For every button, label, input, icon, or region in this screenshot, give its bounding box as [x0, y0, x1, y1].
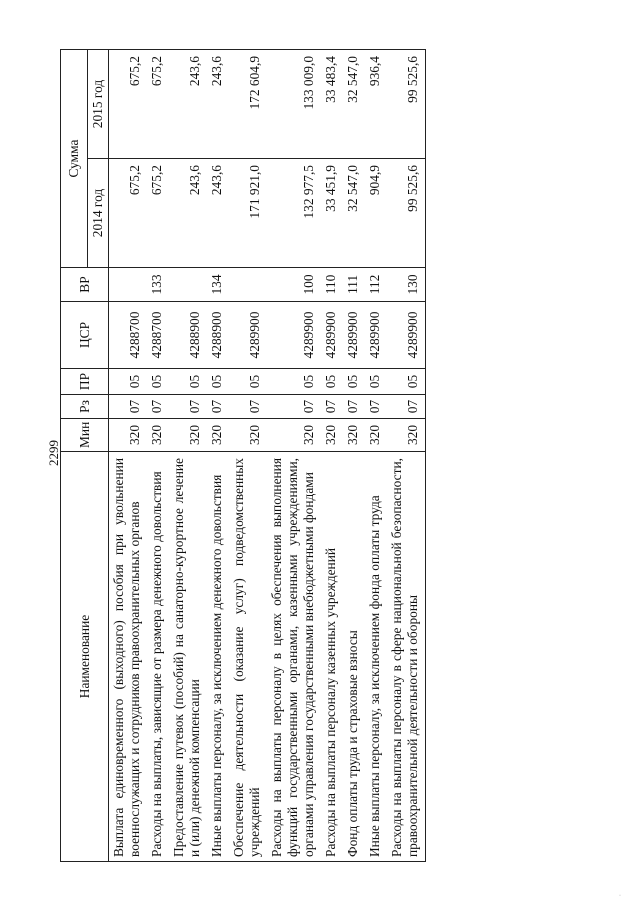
- table-row: [109, 49, 148, 861]
- row-pr: 05: [343, 369, 365, 395]
- row-name: Фонд оплаты труда и страховые взносы: [343, 452, 365, 862]
- row-sum-2014: 132 977,5: [267, 159, 321, 268]
- row-sum-2015: 936,4: [365, 49, 387, 158]
- row-rz: 07: [169, 395, 207, 419]
- row-name: Выплата единовременного (выходного) пособия при увольнении военнослужащих и сотрудников правоохранительных органов: [109, 452, 148, 862]
- row-sum-2015: 172 604,9: [229, 49, 267, 158]
- row-min: 320: [267, 419, 321, 452]
- row-pr: 05: [387, 369, 426, 395]
- row-pr: 05: [207, 369, 229, 395]
- row-vr: 134: [207, 268, 229, 302]
- row-name: Иные выплаты персоналу, за исключением фонда оплаты труда: [365, 452, 387, 862]
- table-body: [109, 49, 426, 861]
- row-pr: 05: [147, 369, 169, 395]
- table-row: [387, 49, 426, 861]
- table-header: [61, 49, 109, 861]
- row-vr: [229, 268, 267, 302]
- row-pr: 05: [169, 369, 207, 395]
- row-csr: 4288700: [109, 302, 148, 369]
- table-row: [169, 49, 207, 861]
- header-vr: ВР: [61, 268, 109, 302]
- row-vr: 112: [365, 268, 387, 302]
- row-min: 320: [109, 419, 148, 452]
- row-vr: 100: [267, 268, 321, 302]
- row-min: 320: [387, 419, 426, 452]
- row-sum-2014: 243,6: [207, 159, 229, 268]
- header-pr: ПР: [61, 369, 109, 395]
- header-min: Мин: [61, 419, 109, 452]
- row-name: Иные выплаты персоналу, за исключением денежного довольствия: [207, 452, 229, 862]
- row-csr: 4289900: [387, 302, 426, 369]
- row-name: Расходы на выплаты персоналу казенных учреждений: [321, 452, 343, 862]
- row-name: Предоставление путевок (пособий) на санаторно-курортное лечение и (или) денежной компенсации: [169, 452, 207, 862]
- row-sum-2014: 675,2: [147, 159, 169, 268]
- page-number: 2299: [46, 440, 61, 466]
- table-row: [343, 49, 365, 861]
- row-pr: 05: [365, 369, 387, 395]
- row-vr: 133: [147, 268, 169, 302]
- row-csr: 4289900: [365, 302, 387, 369]
- row-sum-2015: 675,2: [109, 49, 148, 158]
- row-csr: 4288700: [147, 302, 169, 369]
- row-rz: 07: [147, 395, 169, 419]
- row-min: 320: [365, 419, 387, 452]
- row-min: 320: [147, 419, 169, 452]
- row-pr: 05: [229, 369, 267, 395]
- row-sum-2015: 133 009,0: [267, 49, 321, 158]
- scan-mark: ·: [619, 893, 621, 899]
- row-name: Расходы на выплаты, зависящие от размера денежного довольствия: [147, 452, 169, 862]
- row-min: 320: [169, 419, 207, 452]
- row-sum-2015: 33 483,4: [321, 49, 343, 158]
- row-rz: 07: [343, 395, 365, 419]
- row-pr: 05: [321, 369, 343, 395]
- row-vr: 130: [387, 268, 426, 302]
- header-2015: 2015 год: [88, 49, 109, 158]
- row-csr: 4288900: [169, 302, 207, 369]
- row-vr: [109, 268, 148, 302]
- table-row: [365, 49, 387, 861]
- table-row: [147, 49, 169, 861]
- row-min: 320: [229, 419, 267, 452]
- row-sum-2015: 32 547,0: [343, 49, 365, 158]
- row-sum-2015: 243,6: [169, 49, 207, 158]
- row-min: 320: [343, 419, 365, 452]
- row-rz: 07: [267, 395, 321, 419]
- row-sum-2014: 675,2: [109, 159, 148, 268]
- rotated-table-container: [60, 50, 564, 862]
- row-rz: 07: [365, 395, 387, 419]
- row-pr: 05: [267, 369, 321, 395]
- row-name: Расходы на выплаты персоналу в сфере национальной безопасности, правоохранительной деятельности и обороны: [387, 452, 426, 862]
- table-row: [321, 49, 343, 861]
- budget-table: [60, 49, 426, 862]
- table-row: [229, 49, 267, 861]
- row-csr: 4289900: [229, 302, 267, 369]
- row-csr: 4289900: [267, 302, 321, 369]
- row-sum-2015: 243,6: [207, 49, 229, 158]
- row-csr: 4288900: [207, 302, 229, 369]
- row-rz: 07: [109, 395, 148, 419]
- row-vr: [169, 268, 207, 302]
- row-sum-2014: 99 525,6: [387, 159, 426, 268]
- row-sum-2014: 904,9: [365, 159, 387, 268]
- row-csr: 4289900: [343, 302, 365, 369]
- row-name: Расходы на выплаты персоналу в целях обеспечения выполнения функций государственными органами, казенными учреждениями, органами управления государственными внебюджетными фондами: [267, 452, 321, 862]
- header-csr: ЦСР: [61, 302, 109, 369]
- header-sum: Сумма: [61, 49, 88, 267]
- row-rz: 07: [229, 395, 267, 419]
- row-sum-2014: 243,6: [169, 159, 207, 268]
- row-name: Обеспечение деятельности (оказание услуг) подведомственных учреждений: [229, 452, 267, 862]
- row-vr: 111: [343, 268, 365, 302]
- row-rz: 07: [387, 395, 426, 419]
- row-vr: 110: [321, 268, 343, 302]
- row-min: 320: [321, 419, 343, 452]
- row-pr: 05: [109, 369, 148, 395]
- header-2014: 2014 год: [88, 159, 109, 268]
- row-sum-2015: 675,2: [147, 49, 169, 158]
- row-min: 320: [207, 419, 229, 452]
- row-sum-2014: 171 921,0: [229, 159, 267, 268]
- row-csr: 4289900: [321, 302, 343, 369]
- row-rz: 07: [321, 395, 343, 419]
- row-sum-2015: 99 525,6: [387, 49, 426, 158]
- row-rz: 07: [207, 395, 229, 419]
- table-row: [207, 49, 229, 861]
- header-name: Наименование: [61, 452, 109, 862]
- table-row: [267, 49, 321, 861]
- header-rz: Рз: [61, 395, 109, 419]
- row-sum-2014: 32 547,0: [343, 159, 365, 268]
- row-sum-2014: 33 451,9: [321, 159, 343, 268]
